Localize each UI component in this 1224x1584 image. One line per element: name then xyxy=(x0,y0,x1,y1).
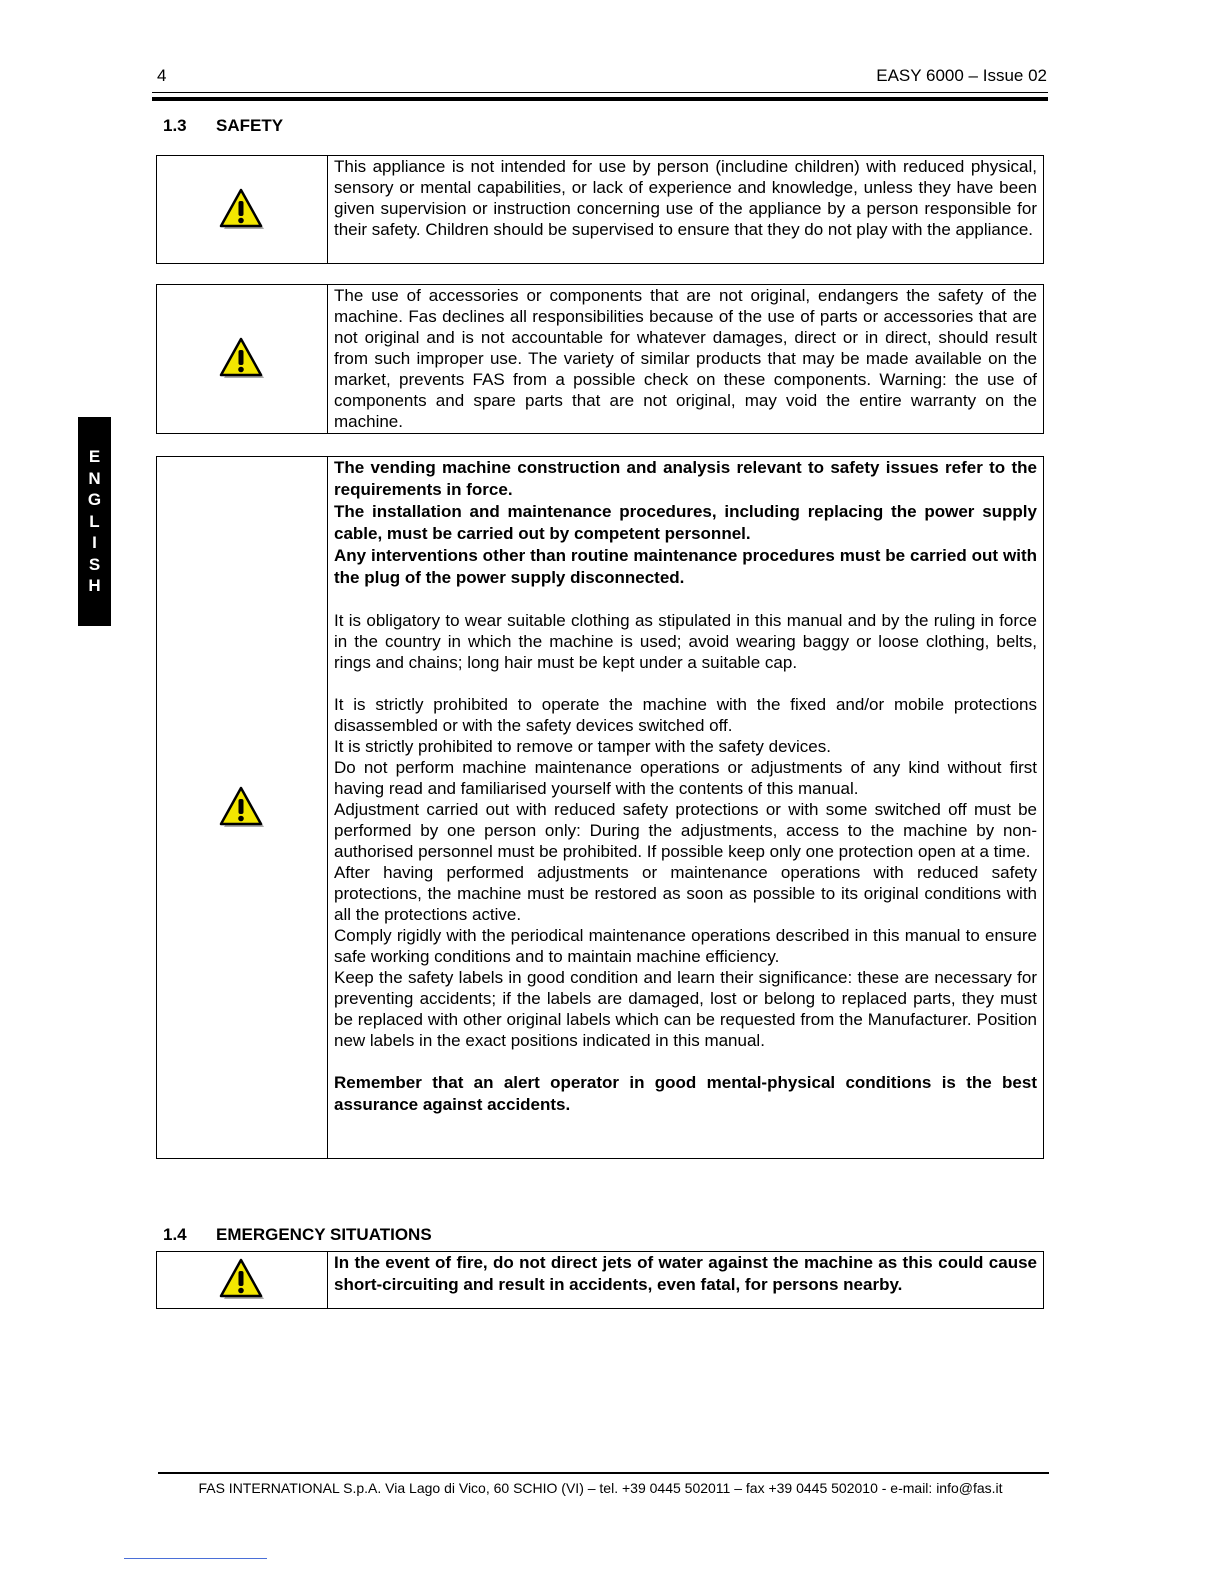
spacer xyxy=(334,673,1037,694)
language-letter: L xyxy=(89,511,100,531)
language-letter: S xyxy=(88,554,101,574)
paragraph: It is strictly prohibited to operate the machine with the fixed and/or mobile protections disassembled or with the safety devices switched off. xyxy=(334,695,1037,735)
header-rule xyxy=(152,97,1048,101)
bold-paragraph: Any interventions other than routine maintenance procedures must be carried out with the plug of the power supply disconnected. xyxy=(334,546,1037,587)
decorative-line xyxy=(124,1558,267,1559)
section-title-emergency xyxy=(163,1225,432,1245)
section-heading: SAFETY xyxy=(216,116,284,135)
spacer xyxy=(334,1051,1037,1072)
safety-box-2 xyxy=(156,284,1044,434)
bold-paragraph: The installation and maintenance procedures, including replacing the power supply cable, must be carried out by competent personnel. xyxy=(334,502,1037,543)
spacer xyxy=(334,589,1037,610)
warning-triangle-icon xyxy=(218,785,266,831)
emergency-box xyxy=(156,1251,1044,1309)
language-tab-english xyxy=(78,417,111,626)
paragraph: Keep the safety labels in good condition and learn their significance: these are necessary for preventing accidents; if the labels are damaged, lost or belong to replaced parts, they must be replaced with other original labels which can be requested from the Manufacturer. Position new labels in the exact positions indicated in this manual. xyxy=(334,968,1037,1050)
icon-cell xyxy=(157,457,328,1158)
paragraph: It is obligatory to wear suitable clothing as stipulated in this manual and by the ruling in force in the country in which the machine is used; avoid wearing baggy or loose clothing, belts, rings and chains; long hair must be kept under a suitable cap. xyxy=(334,611,1037,672)
bold-paragraph: The vending machine construction and analysis relevant to safety issues refer to the requirements in force. xyxy=(334,458,1037,499)
paragraph: Comply rigidly with the periodical maintenance operations described in this manual to ensure safe working conditions and to maintain machine efficiency. xyxy=(334,926,1037,966)
page-footer: FAS INTERNATIONAL S.p.A. Via Lago di Vico, 60 SCHIO (VI) – tel. +39 0445 502011 – fax +39 0445 502010 - e-mail: info@fas.it xyxy=(198,1480,1003,1496)
document-title: EASY 6000 – Issue 02 xyxy=(876,66,1047,85)
bold-paragraph: In the event of fire, do not direct jets of water against the machine as this could cause short-circuiting and result in accidents, even fatal, for persons nearby. xyxy=(334,1253,1037,1294)
paragraph: After having performed adjustments or maintenance operations with reduced safety protections, the machine must be restored as soon as possible to its original conditions with all the protections active. xyxy=(334,863,1037,924)
paragraph: Adjustment carried out with reduced safety protections or with some switched off must be performed by one person only: During the adjustments, access to the machine by non-authorised personnel must be prohibited. If possible keep only one protection open at a time. xyxy=(334,800,1037,861)
icon-cell xyxy=(157,285,328,433)
page-header xyxy=(152,66,1047,90)
language-letter: N xyxy=(88,468,101,488)
section-number: 1.4 xyxy=(163,1225,187,1244)
bold-paragraph: Remember that an alert operator in good mental-physical conditions is the best assurance against accidents. xyxy=(334,1073,1037,1114)
paragraph: This appliance is not intended for use by person (includine children) with reduced physical, sensory or mental capabilities, or lack of experience and knowledge, unless they have been given supervision or instruction concerning use of the appliance by a person responsible for their safety. Children should be supervised to ensure that they do not play with the appliance. xyxy=(334,157,1037,239)
paragraph: It is strictly prohibited to remove or tamper with the safety devices. xyxy=(334,737,831,756)
warning-triangle-icon xyxy=(218,1257,266,1303)
text-cell xyxy=(328,457,1043,1158)
section-heading: EMERGENCY SITUATIONS xyxy=(216,1225,432,1244)
text-cell xyxy=(328,1252,1043,1308)
paragraph: The use of accessories or components that are not original, endangers the safety of the machine. Fas declines all responsibilities because of the use of parts or accessories that are not original and is not accountable for whatever damages, direct or in direct, should result from such improper use. The variety of similar products that may be made available on the market, prevents FAS from a possible check on these components. Warning: the use of components and spare parts that are not original, may void the entire warranty on the machine. xyxy=(334,286,1037,431)
page-number: 4 xyxy=(157,66,167,85)
paragraph: Do not perform machine maintenance operations or adjustments of any kind without first having read and familiarised yourself with the contents of this manual. xyxy=(334,758,1037,798)
language-letter: H xyxy=(88,576,101,596)
text-cell xyxy=(328,285,1043,433)
section-number: 1.3 xyxy=(163,116,187,135)
warning-triangle-icon xyxy=(218,336,266,382)
text-cell xyxy=(328,156,1043,263)
safety-box-1 xyxy=(156,155,1044,264)
section-title-safety xyxy=(163,116,283,136)
language-letter: G xyxy=(87,490,102,510)
safety-box-3 xyxy=(156,456,1044,1159)
language-letter: E xyxy=(88,446,101,466)
footer-rule xyxy=(158,1472,1049,1474)
icon-cell xyxy=(157,1252,328,1308)
language-letter: I xyxy=(92,533,97,553)
icon-cell xyxy=(157,156,328,263)
warning-triangle-icon xyxy=(218,187,266,233)
header-rule-thin xyxy=(152,92,1048,93)
